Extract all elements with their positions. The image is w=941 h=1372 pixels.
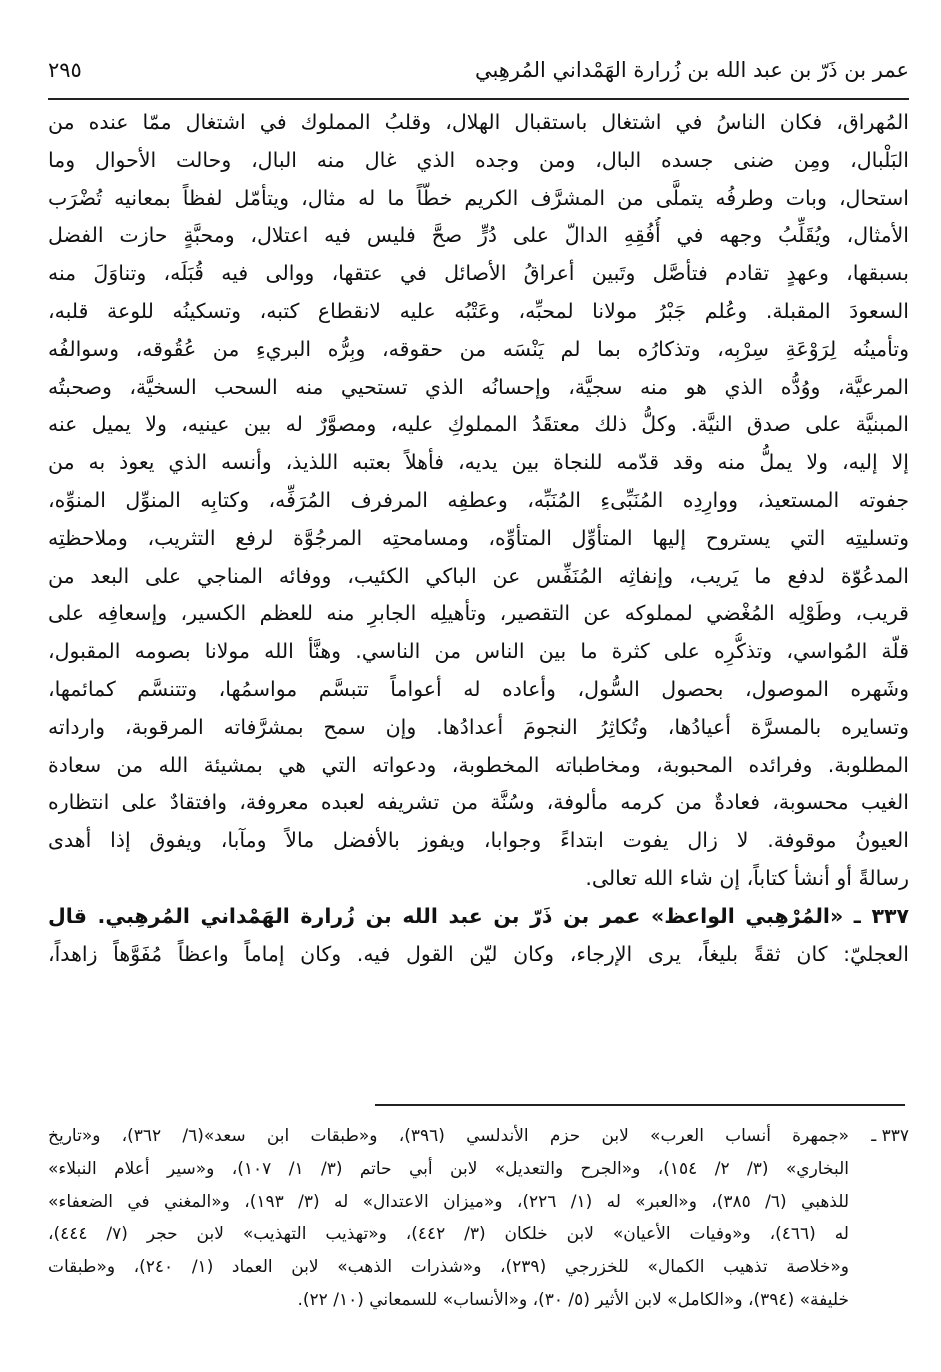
text-line: الأمثال، ويُقَلِّبُ وجهه في أُفُقِهِ الدالّ على دُرٍّ صحَّ فليس فيه اعتلال، ومحبَّةٍ حازت الفضل bbox=[48, 223, 909, 248]
text-line: جفوته المستعيذ، ووارِدِه المُنَبِّىءِ المُنَبِّه، وعطفِه المرفرف المُرَفِّه، وكتابِه المنوِّل المنوِّه، bbox=[48, 487, 909, 512]
footnote-line: له (٤٦٦)، و«وفيات الأعيان» لابن خلكان (٣/ ٤٤٢)، و«تهذيب التهذيب» لابن حجر (٧/ ٤٤٤)، bbox=[48, 1224, 849, 1245]
page-number: ٢٩٥ bbox=[48, 58, 82, 82]
footnote-line bbox=[48, 1120, 909, 1153]
text-line: البَلْبال، ومِن ضنى جسده البال، ومن وجده الذي غال منه البال، وحالت الأحوال وما bbox=[48, 147, 909, 172]
footnote-line: و«خلاصة تذهيب الكمال» للخزرجي (٢٣٩)، و«شذرات الذهب» لابن العماد (١/ ٢٤٠)، و«طبقات bbox=[48, 1257, 849, 1278]
footnotes bbox=[48, 1120, 909, 1317]
text-line: المدعُوّة لدفع ما يَريب، وإنفاثِه المُنَفِّس عن الباكي الكئيب، ووفائه المناجي على البعد من bbox=[48, 563, 909, 588]
text-line: إلا إليه، ولا يملُّ منه وقد قدّمه للنجاة بين يديه، فأهلاً بعتبه اللذيذ، وأنسه الذي يعوذ به من bbox=[48, 450, 909, 475]
text-line: المطلوبة. وفرائده المحبوبة، ومخاطباته المخطوبة، ودعواته التي هي بمشيئة الله من سعادة bbox=[48, 752, 909, 777]
text-line: العيونُ موقوفة. لا زال يفوت ابتداءً وجوابا، ويفوز بالأفضل مالاً ومآبا، ويفوق إذا أهدى bbox=[48, 828, 909, 853]
text-line: رسالةً أو أنشأ كتاباً، إن شاء الله تعالى. bbox=[585, 865, 909, 890]
text-line: المبنيَّة على صدق النيَّة. وكلُّ ذلك معتقَدُ المملوكِ عليه، ومصوَّرٌ له بين عينيه، ولا يميل عنه bbox=[48, 412, 909, 437]
text-line: وتسايره بالمسرَّة أعيادُها، وتُكاثِرُ النجومَ أعدادُها. وإن سمح بمشرَّفاته المرقوبة، وارداته bbox=[48, 714, 909, 739]
footnote-rule bbox=[375, 1104, 905, 1106]
text-line: قلّة المُواسي، وتذكُّرِه على كثرة ما بين الناس من الناسي. وهنَّأ الله مولانا بصومه المقبول، bbox=[48, 639, 909, 664]
main-text bbox=[48, 104, 909, 973]
text-line: قريب، وطَوْلِه المُغْضي لمملوكه عن التقصير، وتأهيلِه الجابرِ منه للعظم الكسير، وإسعافِه على bbox=[48, 601, 909, 626]
footnote-number: ٣٣٧ ـ bbox=[871, 1126, 909, 1146]
footnote-line: البخاري» (٣/ ٢/ ١٥٤)، و«الجرح والتعديل» لابن أبي حاتم (٣/ ١/ ١٠٧)، و«سير أعلام النبلاء» bbox=[48, 1158, 849, 1179]
text-line: بسبقها، وعهدٍ تقادم فتأصَّل وتَبين أعراقُ الأصائل في عتقها، ووالى فيه قُبَلَه، وتناوَلَ منه bbox=[48, 261, 909, 286]
running-title: عمر بن ذَرّ بن عبد الله بن زُرارة الهَمْداني المُرهِبي bbox=[474, 58, 909, 82]
entry-heading: ٣٣٧ ـ «المُرْهِبي الواعظ» عمر بن ذَرّ بن عبد الله بن زُرارة الهَمْداني المُرهِبي. قال bbox=[48, 903, 909, 928]
header-rule bbox=[48, 98, 909, 100]
running-header bbox=[48, 56, 909, 96]
footnote-line: خليفة» (٣٩٤)، و«الكامل» لابن الأثير (٥/ ٣٠)، و«الأنساب» للسمعاني (١٠/ ٢٢). bbox=[297, 1289, 849, 1310]
text-line: الغيب محسوبة، فعادةٌ من كرمه مألوفة، وسُنَّة من تشريفه لعبده معروفة، وافتقادٌ على انتظاره bbox=[48, 790, 909, 815]
text-line: المُهراق، فكان الناسُ في اشتغال باستقبال الهلال، وقلبُ المملوك في اشتغال ممّا عنده من bbox=[48, 110, 909, 134]
text-line: وتأمينُه لِرَوْعَةِ سِرْبِه، وتذكارُه بما لم يَنْسَه من حقوقه، وبِرُّه البريءِ من عُقُوقه، وسوالفُه bbox=[48, 336, 909, 361]
text-line: وشَهره الموصول، بحصول السُّول، وأعاده له أعواماً تتبسَّم مواسمُها، وتتنسَّم كمائمها، bbox=[48, 676, 909, 701]
text-line: استحال، وبات وطرفُه يتملَّى من المشرَّف الكريم خطّاً ما له مثال، ويتأمّل لفظاً بمعانيه تُضْرَب bbox=[48, 185, 909, 210]
entry-text-line: العجليّ: كان ثقةً بليغاً، يرى الإرجاء، وكان ليّن القول فيه. وكان إماماً واعظاً مُفَوَّهاً زاهداً، bbox=[48, 941, 909, 966]
text-line: المرعيَّة، ووُدُّه الذي هو منه سجيَّة، وإحسانُه الذي تستحيي منه السحب السخيَّة، وصحبتُه bbox=[48, 374, 909, 399]
text-line: وتسليتِه التي يستروح إليها المتأوِّل المتأوِّه، ومسامحتِه المرجُوَّة لرفع التثريب، وملاحظتِه bbox=[48, 525, 909, 550]
footnote-line: للذهبي (٦/ ٣٨٥)، و«العبر» له (١/ ٢٢٦)، و«ميزان الاعتدال» له (٣/ ١٩٣)، و«المغني في الضعفاء» bbox=[48, 1191, 850, 1212]
text-line: السعودَ المقبلة. وعُلم جَبْرُ مولانا لمحبِّه، وعَتْبُه عليه لانقطاع كتبه، وتسكينُه للوعة قلبه، bbox=[48, 298, 909, 323]
footnote-text: «جمهرة أنساب العرب» لابن حزم الأندلسي (٣٩٦)، و«طبقات ابن سعد»(٦/ ٣٦٢)، و«تاريخ bbox=[48, 1126, 849, 1146]
